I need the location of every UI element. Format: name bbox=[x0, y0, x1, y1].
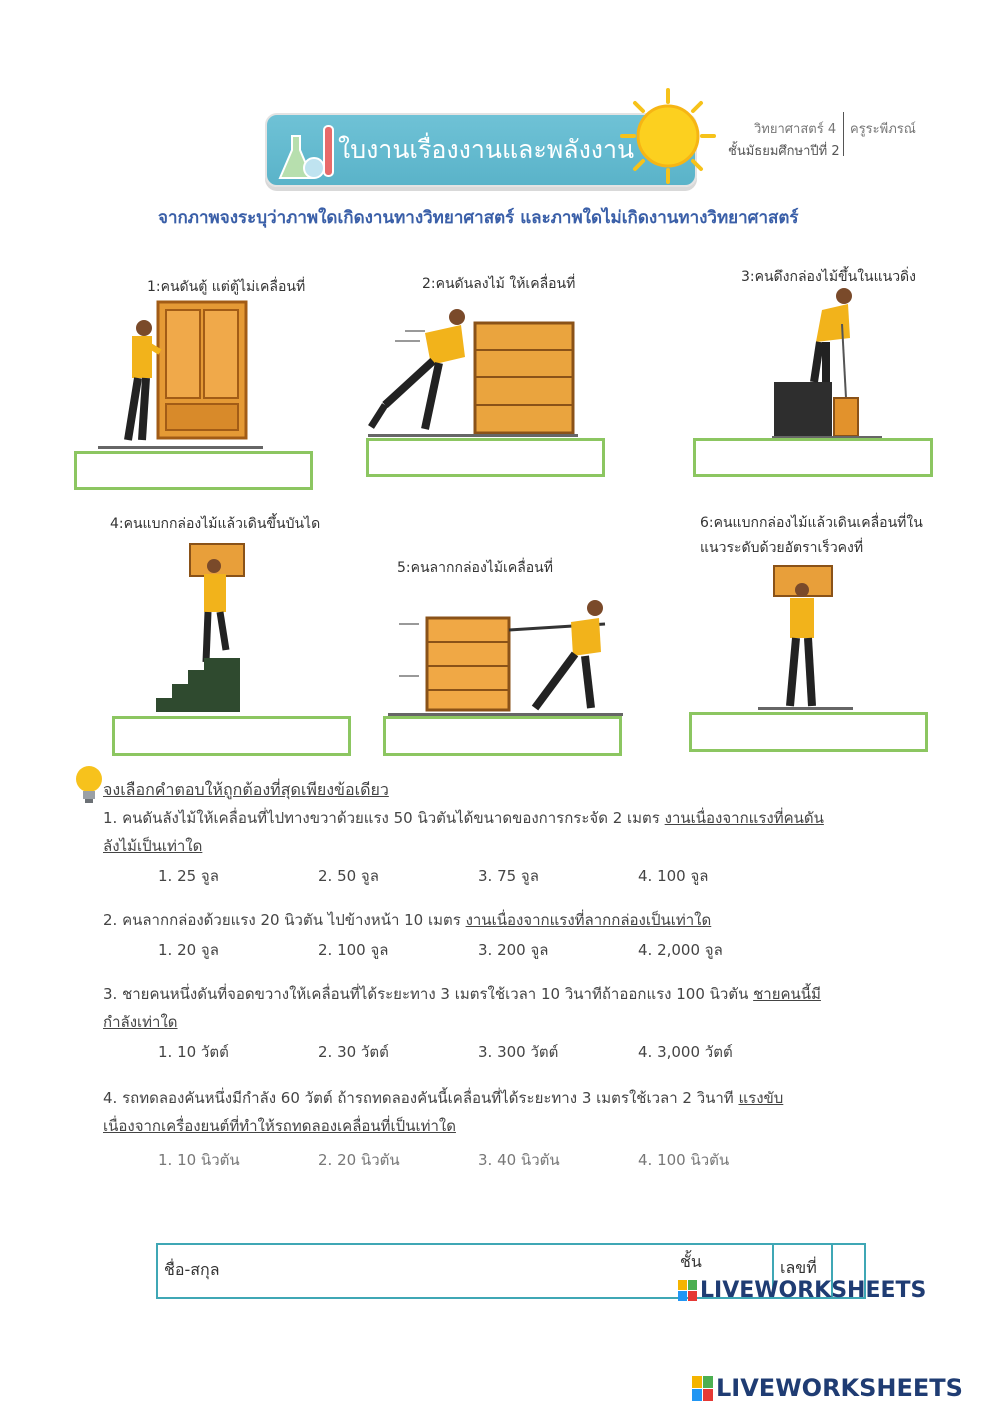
picture-5-person-dragging-crate bbox=[395, 590, 625, 715]
number-label: เลขที่ bbox=[780, 1258, 817, 1277]
question-1-text: 1. คนดันลังไม้ให้เคลื่อนที่ไปทางขวาด้วยแรง 50 นิวตันได้ขนาดของการกระจัด 2 เมตร bbox=[103, 809, 660, 827]
question-2-option-1[interactable]: 1. 20 จูล bbox=[158, 941, 219, 959]
question-3-emphasis-line2: กำลังเท่าใด bbox=[103, 1013, 178, 1031]
question-2-option-2[interactable]: 2. 100 จูล bbox=[318, 941, 389, 959]
liveworksheets-text-small: LIVEWORKSHEETS bbox=[700, 1278, 927, 1303]
question-3-option-4[interactable]: 4. 3,000 วัตต์ bbox=[638, 1043, 733, 1061]
question-2 bbox=[103, 908, 711, 932]
picture-6-person-carrying-box bbox=[760, 562, 860, 710]
question-1 bbox=[103, 806, 824, 830]
lab-flask-icon bbox=[270, 120, 340, 182]
picture-1-ground bbox=[98, 446, 263, 449]
question-4-emphasis: แรงขับ bbox=[738, 1089, 784, 1107]
sun-icon bbox=[620, 88, 716, 184]
picture-5-caption: 5:คนลากกล่องไม้เคลื่อนที่ bbox=[397, 560, 553, 576]
question-2-option-4[interactable]: 4. 2,000 จูล bbox=[638, 941, 723, 959]
question-1-option-3[interactable]: 3. 75 จูล bbox=[478, 867, 539, 885]
answer-box-2[interactable] bbox=[366, 438, 605, 477]
question-3 bbox=[103, 982, 821, 1006]
live-logo-icon bbox=[692, 1376, 714, 1402]
question-4-option-1[interactable]: 1. 10 นิวตัน bbox=[158, 1151, 240, 1169]
question-2-emphasis: งานเนื่องจากแรงที่ลากกล่องเป็นเท่าใด bbox=[465, 911, 712, 929]
question-1-option-4[interactable]: 4. 100 จูล bbox=[638, 867, 709, 885]
question-2-text: 2. คนลากกล่องด้วยแรง 20 นิวตัน ไปข้างหน้า 10 เมตร bbox=[103, 911, 461, 929]
question-1-option-1[interactable]: 1. 25 จูล bbox=[158, 867, 219, 885]
question-3-emphasis: ชายคนนี้มี bbox=[753, 985, 821, 1003]
answer-box-6[interactable] bbox=[689, 712, 928, 752]
section2-title: จงเลือกคำตอบให้ถูกต้องที่สุดเพียงข้อเดียว bbox=[103, 780, 389, 799]
question-4-option-4[interactable]: 4. 100 นิวตัน bbox=[638, 1151, 730, 1169]
banner-title: ใบงานเรื่องงานและพลังงาน bbox=[338, 135, 635, 164]
question-4-text: 4. รถทดลองคันหนึ่งมีกำลัง 60 วัตต์ ถ้ารถทดลองคันนี้เคลื่อนที่ได้ระยะทาง 3 เมตรใช้เวลา 2 วินาที bbox=[103, 1089, 734, 1107]
liveworksheets-text: LIVEWORKSHEETS bbox=[716, 1374, 963, 1402]
answer-box-4[interactable] bbox=[112, 716, 351, 756]
picture-2-ground bbox=[368, 434, 578, 437]
question-1-option-2[interactable]: 2. 50 จูล bbox=[318, 867, 379, 885]
picture-3-caption: 3:คนดึงกล่องไม้ขึ้นในแนวดิ่ง bbox=[741, 269, 916, 285]
header-divider bbox=[843, 112, 844, 156]
question-3-option-2[interactable]: 2. 30 วัตต์ bbox=[318, 1043, 389, 1061]
question-3-option-1[interactable]: 1. 10 วัตต์ bbox=[158, 1043, 229, 1061]
name-label: ชื่อ-สกุล bbox=[164, 1260, 220, 1279]
subject-label: วิทยาศาสตร์ 4 bbox=[754, 122, 837, 137]
answer-box-1[interactable] bbox=[74, 451, 313, 490]
picture-6-ground bbox=[758, 707, 853, 710]
picture-4-person-climbing-stairs bbox=[150, 540, 250, 715]
teacher-label: ครูระพีภรณ์ bbox=[850, 122, 916, 137]
question-3-text: 3. ชายคนหนึ่งดันที่จอดขวางให้เคลื่อนที่ได้ระยะทาง 3 เมตรใช้เวลา 10 วินาทีถ้าออกแรง 100 นิวตัน bbox=[103, 985, 749, 1003]
question-3-option-3[interactable]: 3. 300 วัตต์ bbox=[478, 1043, 559, 1061]
question-1-emphasis: งานเนื่องจากแรงที่คนดัน bbox=[664, 809, 824, 827]
live-logo-icon bbox=[678, 1280, 698, 1302]
question-4-emphasis-line2: เนื่องจากเครื่องยนต์ที่ทำให้รถทดลองเคลื่อนที่เป็นเท่าใด bbox=[103, 1117, 456, 1135]
picture-4-caption: 4:คนแบกกล่องไม้แล้วเดินขึ้นบันได bbox=[110, 516, 321, 532]
question-4-option-3[interactable]: 3. 40 นิวตัน bbox=[478, 1151, 560, 1169]
question-2-option-3[interactable]: 3. 200 จูล bbox=[478, 941, 549, 959]
question-4 bbox=[103, 1086, 783, 1110]
name-input[interactable] bbox=[220, 1250, 670, 1288]
picture-1-caption: 1:คนดันตู้ แต่ตู้ไม่เคลื่อนที่ bbox=[147, 279, 306, 295]
instruction-heading: จากภาพจงระบุว่าภาพใดเกิดงานทางวิทยาศาสตร์ และภาพใดไม่เกิดงานทางวิทยาศาสตร์ bbox=[158, 208, 799, 228]
picture-6-caption-line1: 6:คนแบกกล่องไม้แล้วเดินเคลื่อนที่ใน bbox=[700, 515, 923, 531]
class-label: ชั้น bbox=[680, 1252, 702, 1271]
answer-box-5[interactable] bbox=[383, 716, 622, 756]
question-1-emphasis-line2: ลังไม้เป็นเท่าใด bbox=[103, 837, 203, 855]
question-4-option-2[interactable]: 2. 20 นิวตัน bbox=[318, 1151, 400, 1169]
picture-2-caption: 2:คนดันลงไม้ ให้เคลื่อนที่ bbox=[422, 276, 576, 292]
grade-label: ชั้นมัธยมศึกษาปีที่ 2 bbox=[728, 144, 840, 159]
picture-3-person-lifting-box bbox=[770, 282, 880, 438]
answer-box-3[interactable] bbox=[693, 438, 933, 477]
picture-6-caption-line2: แนวระดับด้วยอัตราเร็วคงที่ bbox=[700, 540, 864, 556]
picture-2-person-pushing-crate bbox=[365, 295, 580, 437]
picture-1-person-pushing-wardrobe bbox=[100, 300, 260, 448]
